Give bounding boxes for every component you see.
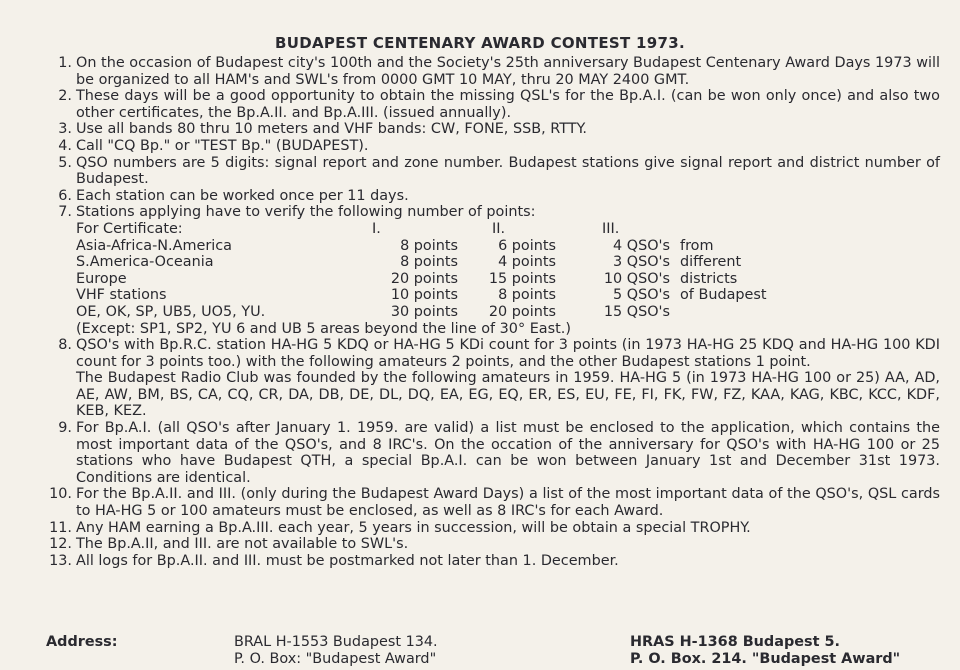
rule-text: Call "CQ Bp." or "TEST Bp." (BUDAPEST).: [76, 137, 369, 154]
table-cert-3-value: 5 QSO's: [613, 287, 670, 304]
table-region: S.America-Oceania: [76, 254, 214, 271]
table-cert-3-value: 3 QSO's: [613, 254, 670, 271]
rule-text: For Bp.A.I. (all QSO's after January 1. 1959. are valid) a list must be enclosed to the application, which contains the most important data of the QSO's, and 8 IRC's. On the occation of the anniversary for QSO's with HA-HG 100 or 25 stations who have Budapest QTH, a special Bp.A.I. can be won between January 1st and December 31st 1973. Conditions are identical.: [76, 420, 940, 486]
rules-list: [40, 55, 940, 569]
rule-text: Stations applying have to verify the following number of points:: [76, 204, 536, 221]
rule-item: [40, 138, 940, 155]
address-hras: [630, 634, 900, 668]
table-cert-1-value: 20 points: [390, 270, 458, 287]
rule-item: [40, 553, 940, 570]
rule-item: [40, 486, 940, 519]
table-note: from: [680, 237, 714, 254]
table-note: of Budapest: [680, 287, 767, 304]
rule-text: Use all bands 80 thru 10 meters and VHF bands: CW, FONE, SSB, RTTY.: [76, 121, 587, 138]
table-cert-3-value: 4 QSO's: [613, 237, 670, 254]
rule-number: 10.: [49, 486, 72, 503]
rule-number: 9.: [58, 420, 72, 437]
table-note: different: [680, 254, 742, 271]
table-region: Asia-Africa-N.America: [76, 237, 232, 254]
rule-item: [40, 55, 940, 88]
rule-number: 4.: [58, 137, 72, 154]
table-header-cert-3: III.: [602, 220, 620, 237]
address-bral: [234, 634, 438, 668]
document-title: BUDAPEST CENTENARY AWARD CONTEST 1973.: [275, 34, 685, 52]
points-table: [76, 221, 940, 321]
table-cert-1-value: 8 points: [400, 254, 458, 271]
table-cert-1-value: 10 points: [390, 287, 458, 304]
table-note: [676, 304, 940, 321]
address-bral-line1: BRAL H-1553 Budapest 134.: [234, 634, 438, 650]
rule-item: [40, 337, 940, 420]
table-cert-1-value: 8 points: [400, 237, 458, 254]
rule-text: The Bp.A.II, and III. are not available to SWL's.: [76, 536, 409, 553]
rule-number: 13.: [49, 552, 72, 569]
rule-number: 8.: [58, 337, 72, 354]
rule-number: 3.: [58, 121, 72, 138]
rule-text: Each station can be worked once per 11 days.: [76, 187, 409, 204]
rule-text: The Budapest Radio Club was founded by the following amateurs in 1959. HA-HG 5 (in 1973 HA-HG 100 or 25) AA, AD, AE, AW, BM, BS, CA, CQ, CR, DA, DB, DE, DL, DQ, EA, EG, EQ, ER, ES, EU, FE, FI, FK, FW, FZ, KAA, KAG, KBC, KCC, KDF, KEB, KEZ.: [76, 370, 940, 420]
table-header-cert-2: II.: [492, 220, 506, 237]
rule-text: All logs for Bp.A.II. and III. must be postmarked not later than 1. December.: [76, 552, 619, 569]
table-header-cert-1: I.: [372, 220, 381, 237]
rule-item: [40, 420, 940, 486]
table-region: VHF stations: [76, 287, 167, 304]
table-cert-2-value: 8 points: [498, 287, 556, 304]
address-bral-line2: P. O. Box: "Budapest Award": [234, 651, 437, 667]
table-cert-2-value: 4 points: [498, 254, 556, 271]
rule-number: 6.: [58, 187, 72, 204]
table-header-note: [676, 221, 940, 238]
rule-number: 7.: [58, 204, 72, 221]
rule-number: 11.: [49, 519, 72, 536]
rule-text: QSO's with Bp.R.C. station HA-HG 5 KDQ or HA-HG 5 KDi count for 3 points (in 1973 HA-HG 25 KDQ and HA-HG 100 KDI count for 3 points too.) with the following amateurs 2 points, and the other Budapest stations 1 point.: [76, 337, 940, 370]
rule-item: [40, 121, 940, 138]
rule-number: 5.: [58, 154, 72, 171]
rule-number: 2.: [58, 88, 72, 105]
table-cert-2-value: 6 points: [498, 237, 556, 254]
table-cert-2-value: 15 points: [488, 270, 556, 287]
table-cert-3-value: 15 QSO's: [603, 303, 670, 320]
rule-item: [40, 536, 940, 553]
rule-text: Any HAM earning a Bp.A.III. each year, 5 years in succession, will be obtain a special TROPHY.: [76, 519, 751, 536]
table-cert-3-value: 10 QSO's: [603, 270, 670, 287]
rule-item: [40, 520, 940, 537]
rule-item: [40, 188, 940, 205]
table-cert-1-value: 30 points: [390, 303, 458, 320]
rule-text: QSO numbers are 5 digits: signal report and zone number. Budapest stations give signal report and district number of Budapest.: [76, 154, 940, 188]
table-region: Europe: [76, 270, 127, 287]
address-hras-line1: HRAS H-1368 Budapest 5.: [630, 634, 840, 650]
points-table-item: [40, 221, 940, 337]
rule-item: [40, 204, 940, 221]
rule-item: [40, 155, 940, 188]
table-header-label: For Certificate:: [76, 220, 183, 237]
table-region: OE, OK, SP, UB5, UO5, YU.: [76, 303, 266, 320]
rule-number: 1.: [58, 55, 72, 71]
rule-text: On the occasion of Budapest city's 100th and the Society's 25th anniversary Budapest Centenary Award Days 1973 will be organized to all HAM's and SWL's from 0000 GMT 10 MAY, thru 20 MAY 2400 GMT.: [76, 55, 940, 88]
rule-item: [40, 88, 940, 121]
address-label: Address:: [46, 634, 118, 650]
points-exception: (Except: SP1, SP2, YU 6 and UB 5 areas beyond the line of 30° East.): [76, 320, 571, 337]
rule-text: These days will be a good opportunity to obtain the missing QSL's for the Bp.A.I. (can be won only once) and also two other certificates, the Bp.A.II. and Bp.A.III. (issued annually).: [76, 88, 940, 121]
rule-number: 12.: [49, 536, 72, 553]
rule-text: For the Bp.A.II. and III. (only during the Budapest Award Days) a list of the most important data of the QSO's, QSL cards to HA-HG 5 or 100 amateurs must be enclosed, as well as 8 IRC's for each Award.: [76, 486, 940, 520]
table-note: districts: [680, 270, 738, 287]
table-cert-2-value: 20 points: [488, 303, 556, 320]
address-hras-line2: P. O. Box. 214. "Budapest Award": [630, 651, 901, 667]
